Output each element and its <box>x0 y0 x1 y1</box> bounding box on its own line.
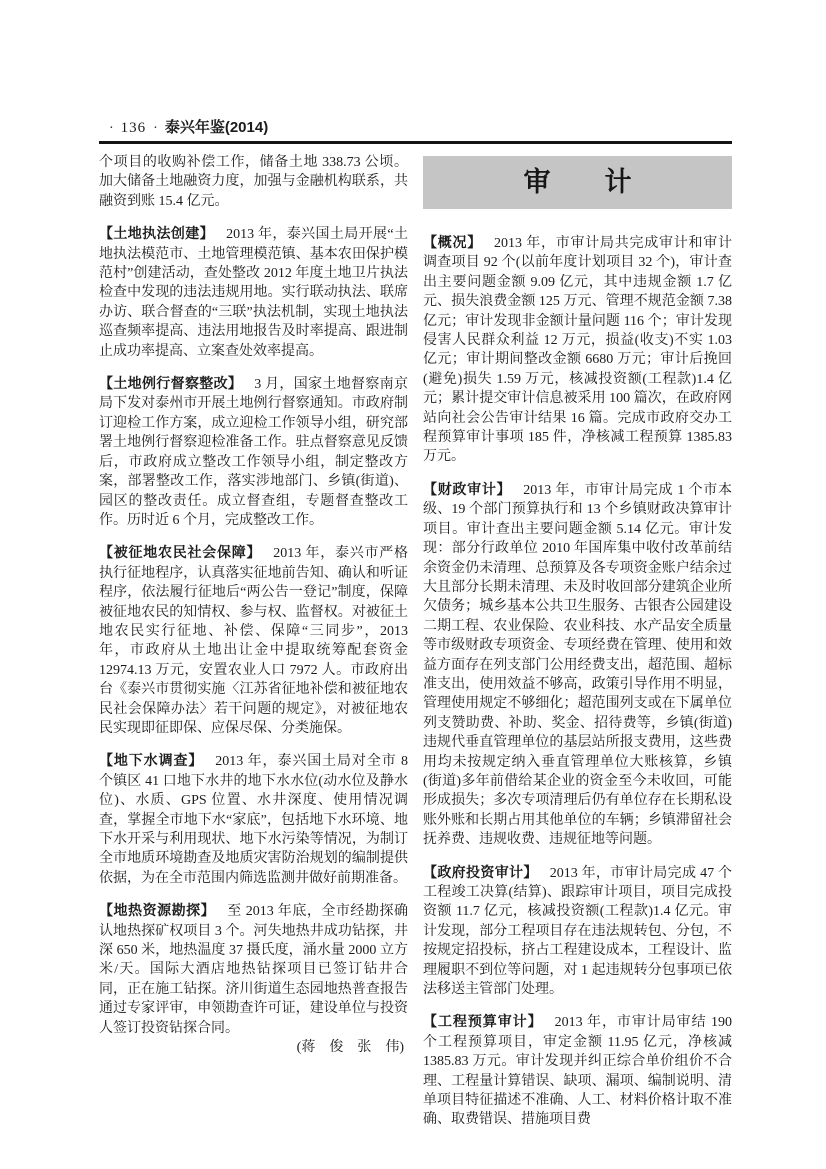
section-geothermal-exploration <box>99 901 408 1038</box>
continued-paragraph: 个项目的收购补偿工作，储备土地 338.73 公顷。加大储备土地融资力度，加强与金融机构联系，共融资到账 15.4 亿元。 <box>99 155 408 209</box>
section-fiscal-audit <box>423 480 732 850</box>
page-header <box>99 116 732 137</box>
section-title: 【工程预算审计】 <box>423 1013 543 1030</box>
chapter-banner-audit <box>423 156 732 209</box>
byline-authors: (蒋 俊 张 伟) <box>296 1040 404 1056</box>
section-body: 2013 年，市审计局完成 1 个市本级、19 个部门预算执行和 13 个乡镇财政决算审计项目。审计查出主要问题金额 5.14 亿元。审计发现：部分行政单位 2010 年国库集中收付改革前结余资金仍未清理、总预算及各专项资金账户结余过大且部分长期未清理、未及时收回部分建筑企业所欠债务；城乡基本公共卫生服务、古银杏公园建设二期工程、农业保险、农业科技、水产品安全质量等市级财政专项资金、专项经费在管理、使用和效益方面存在列支部门公用经费支出，超范围、超标准支出，使用效益不够高，政策引导作用不明显，管理使用规定不够细化；超范围列支或在下属单位列支赞助费、补助、奖金、招待费等，乡镇(街道)违规代垂直管理单位的基层站所报支费用，这些费用均未按规定纳入垂直管理单位大账核算，乡镇(街道)多年前借给某企业的资金至今未收回，可能形成损失；多次专项清理后仍有单位存在长期私设账外账和长期占用其他单位的车辆；乡镇滞留社会抚养费、违规收费、违规征地等问题。 <box>423 482 733 848</box>
section-body: 2013 年，市审计局完成 47 个工程竣工决算(结算)、跟踪审计项目，项目完成投资额 11.7 亿元，核减投资额(工程款)1.4 亿元。审计发现，部分工程项目存在违法规转包、分包，不按规定招投标，挤占工程建设成本，工程设计、监理履职不到位等问题，对 1 起违规转分包事项已依法移送主管部门处理。 <box>423 865 733 998</box>
section-body: 3 月，国家土地督察南京局下发对泰州市开展土地例行督察通知。市政府制订迎检工作方案，成立迎检工作领导小组，研究部署土地例行督察迎检准备工作。驻点督察意见反馈后，市政府成立整改工作领导小组，制定整改方案，部署整改工作，落实涉地部门、乡镇(街道)、园区的整改责任。成立督查组，专题督查整改工作。历时近 6 个月，完成整改工作。 <box>99 377 408 528</box>
section-groundwater-survey <box>99 751 408 888</box>
section-title: 【政府投资审计】 <box>423 863 538 880</box>
right-column <box>423 153 732 1130</box>
section-land-supervision-rectification <box>99 374 408 530</box>
section-farmers-social-security <box>99 543 408 738</box>
section-title: 【地下水调查】 <box>99 752 204 769</box>
two-column-body <box>99 153 732 1130</box>
section-body: 2013 年，泰兴国土局开展“土地执法模范市、土地管理模范镇、基本农田保护模范村”创建活动，查处整改 2012 年度土地卫片执法检查中发现的违法违规用地。实行联动执法、联席办访、联合督查的“三联”执法机制，实现土地执法巡查频率提高、违法用地报告及时率提高、跟进制止成功率提高、立案查处效率提高。 <box>99 227 409 359</box>
section-title: 【地热资源勘探】 <box>99 902 216 919</box>
section-audit-overview <box>423 233 732 467</box>
section-title: 【财政审计】 <box>423 480 512 497</box>
section-title: 【土地例行督察整改】 <box>99 375 243 392</box>
section-body: 至 2013 年底，全市经勘探确认地热探矿权项目 3 个。河失地热井成功钻探，井深 650 米，地热温度 37 摄氏度，涌水量 2000 立方米/天。国际大酒店地热钻探项目已签订钻井合同，正在施工钻探。济川街道生态园地热普查报告通过专家评审，申领勘查许可证，建设单位与投资人签订投资钻探合同。 <box>99 904 409 1036</box>
header-dot-icon: · <box>153 121 158 136</box>
section-title: 【概况】 <box>423 234 482 250</box>
section-project-budget-audit <box>423 1012 732 1129</box>
section-title: 【土地执法创建】 <box>99 225 215 242</box>
left-column <box>99 153 408 1130</box>
section-body: 2013 年，泰兴国土局对全市 8 个镇区 41 口地下水井的地下水水位(动水位及静水位)、水质、GPS 位置、水井深度、使用情况调查，掌握全市地下水“家底”，包括地下水环境、地下水开采与利用现状、地下水污染等情况，为制订全市地质环境勘查及地质灾害防治规划的编制提供依据，为在全市范围内筛选监测井做好前期准备。 <box>99 754 409 886</box>
header-dot-icon: · <box>109 121 114 136</box>
section-body: 2013 年，市审计局审结 190 个工程预算项目，审定金额 11.95 亿元，净核减 1385.83 万元。审计发现并纠正综合单价组价不合理、工程量计算错误、缺项、漏项、编制说明、清单项目特征描述不准确、人工、材料价格计取不准确、取费错误、措施项目费 <box>423 1015 733 1128</box>
section-body: 2013 年，市审计局共完成审计和审计调查项目 92 个(以前年度计划项目 32 个)，审计查出主要问题金额 9.09 亿元，其中违规金额 1.7 亿元、损失浪费金额 125 万元、管理不规范金额 7.38 亿元；审计发现非金额计量问题 116 个；审计发现侵害人民群众利益 12 万元，损益(收支)不实 1.03 亿元；审计期间整改金额 6680 万元；审计后挽回(避免)损失 1.59 万元，核减投资额(工程款)1.4 亿元；累计提交审计信息被采用 100 篇次，在政府网站向社会公告审计结果 16 篇。完成市政府交办工程预算审计事项 185 件，净核减工程预算 1385.83 万元。 <box>423 236 732 465</box>
header-divider <box>99 141 732 144</box>
page-number: 136 <box>120 120 147 136</box>
book-title: 泰兴年鉴(2014) <box>164 119 269 136</box>
yearbook-page <box>99 116 732 1130</box>
section-government-investment-audit <box>423 863 732 1000</box>
chapter-banner-label: 审 计 <box>523 166 632 197</box>
section-land-law-enforcement <box>99 224 408 361</box>
section-body: 2013 年，泰兴市严格执行征地程序，认真落实征地前告知、确认和听证程序，依法履行征地后“两公告一登记”制度，保障被征地农民的知情权、参与权、监督权。对被征土地农民实行征地、补偿、保障“三同步”，2013 年，市政府从土地出让金中提取统筹配套资金 12974.13 万元，安置农业人口 7972 人。市政府出台《泰兴市贯彻实施〈江苏省征地补偿和被征地农民社会保障办法〉若干问题的规定》，对被征地农民实现即征即保、应保尽保、分类施保。 <box>99 546 408 736</box>
section-title: 【被征地农民社会保障】 <box>99 544 262 561</box>
